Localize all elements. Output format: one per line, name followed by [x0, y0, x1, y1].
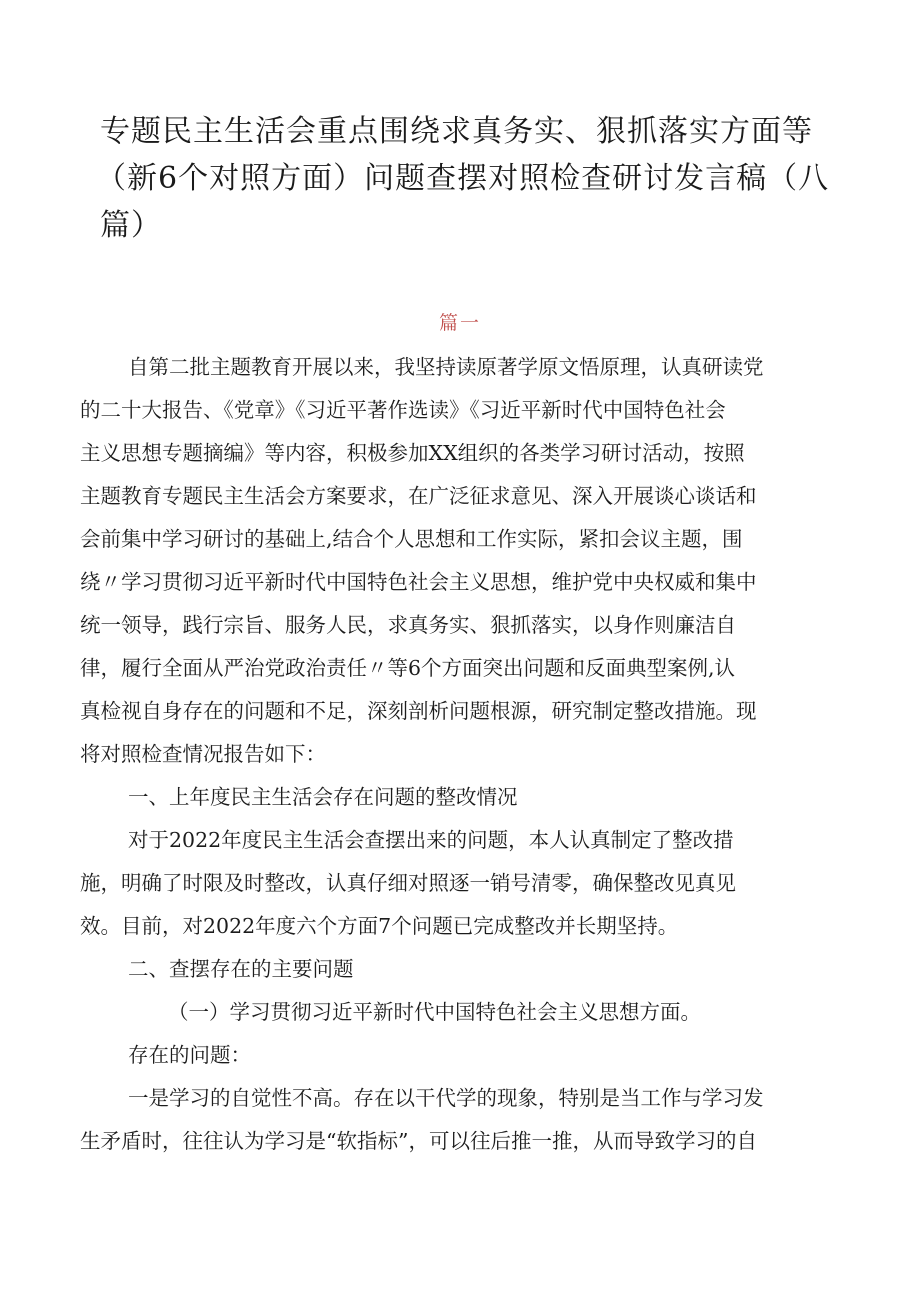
label-existing-problems: 存在的问题：: [128, 1043, 251, 1067]
paragraph-line: 主题教育专题民主生活会方案要求，在广泛征求意见、深入开展谈心谈话和: [80, 484, 757, 508]
paragraph-line: 统一领导，践行宗旨、服务人民，求真务实、狠抓落实，以身作则廉洁自: [80, 613, 736, 637]
paragraph-rectification: [80, 819, 860, 948]
title-line-3: 篇）: [100, 208, 162, 243]
heading-main-problems: 二、查摆存在的主要问题: [128, 957, 354, 981]
paragraph-line: 一是学习的自觉性不高。存在以干代学的现象，特别是当工作与学习发: [128, 1086, 764, 1110]
heading-rectification-status: 一、上年度民主生活会存在问题的整改情况: [128, 785, 518, 809]
section-label: 篇一: [438, 312, 481, 334]
paragraph-line: 效。目前，对2022年度六个方面7个问题已完成整改并长期坚持。: [80, 914, 679, 938]
paragraph-problem-one: [80, 1077, 860, 1163]
paragraph-line: 会前集中学习研讨的基础上,结合个人思想和工作实际，紧扣会议主题，围: [80, 527, 743, 551]
paragraph-intro: [80, 346, 860, 776]
title-line-1: 专题民主生活会重点围绕求真务实、狠抓落实方面等: [100, 114, 813, 149]
title-line-2: （新6个对照方面）问题查摆对照检查研讨发言稿（八: [96, 161, 830, 196]
paragraph-line: 真检视自身存在的问题和不足，深刻剖析问题根源，研究制定整改措施。现: [80, 699, 757, 723]
paragraph-line: 施，明确了时限及时整改，认真仔细对照逐一销号清零，确保整改见真见: [80, 871, 736, 895]
document-body: [80, 346, 860, 1163]
paragraph-line: 对于2022年度民主生活会查摆出来的问题，本人认真制定了整改措: [128, 828, 734, 852]
paragraph-line: 自第二批主题教育开展以来，我坚持读原著学原文悟原理，认真研读党: [128, 355, 764, 379]
paragraph-line: 将对照检查情况报告如下：: [80, 742, 326, 766]
paragraph-line: 绕〃学习贯彻习近平新时代中国特色社会主义思想，维护党中央权威和集中: [80, 570, 757, 594]
paragraph-line: 主义思想专题摘编》等内容，积极参加XX组织的各类学习研讨活动，按照: [80, 441, 745, 465]
paragraph-line: 生矛盾时，往往认为学习是“软指标”，可以往后推一推，从而导致学习的自: [80, 1129, 757, 1153]
subheading-study-thought: （一）学习贯彻习近平新时代中国特色社会主义思想方面。: [168, 1000, 701, 1024]
paragraph-line: 律，履行全面从严治党政治责任〃等6个方面突出问题和反面典型案例,认: [80, 656, 736, 680]
document-title: [96, 108, 860, 249]
paragraph-line: 的二十大报告、《党章》《习近平著作选读》《习近平新时代中国特色社会: [80, 398, 726, 422]
